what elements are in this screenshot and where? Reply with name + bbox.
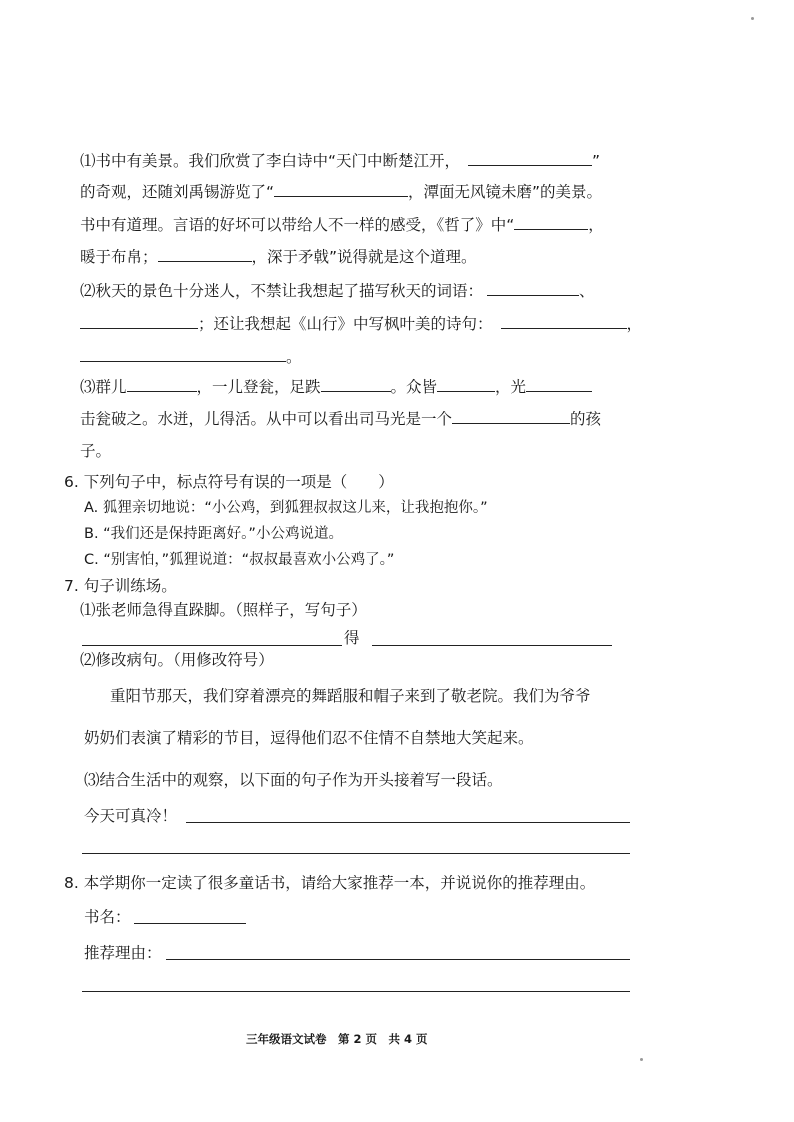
q7-s2-text2: 奶奶们表演了精彩的节目，逗得他们忍不住情不自禁地大笑起来。 [84,729,534,747]
q7-s2: ⑵修改病句。（用修改符号） [80,651,274,669]
answer-line[interactable] [166,959,630,960]
scan-speck [751,17,754,20]
q5-p1-line3: 书中有道理。言语的好坏可以带给人不一样的感受，《哲了》中“ ， [80,216,604,234]
q7-stem: 7. 句子训练场。 [64,577,177,595]
answer-blank[interactable] [437,376,495,392]
q5-p3-line2: 击瓮破之。水迸，儿得活。从中可以看出司马光是一个 的孩 [80,410,602,428]
scan-speck [640,1058,643,1061]
q6-option-a[interactable]: A. 狐狸亲切地说：“小公鸡，到狐狸叔叔这儿来，让我抱抱你。” [84,500,488,516]
answer-blank[interactable] [274,181,408,197]
q5-p2-line1: ⑵秋天的景色十分迷人，不禁让我想起了描写秋天的词语： 、 [80,282,595,300]
answer-blank[interactable] [526,376,592,392]
q7-s2-text1: 重阳节那天，我们穿着漂亮的舞蹈服和帽子来到了敬老院。我们为爷爷 [110,687,591,705]
book-title-line[interactable] [134,923,246,924]
q5-p1-line4: 暖于布帛； ，深于矛戟”说得就是这个道理。 [80,248,477,266]
answer-blank[interactable] [501,313,627,329]
answer-blank[interactable] [487,280,579,296]
q8-stem: 8. 本学期你一定读了很多童话书，请给大家推荐一本，并说说你的推荐理由。 [64,874,596,892]
q7-s1: ⑴张老师急得直跺脚。（照样子，写句子） [80,601,367,619]
q6-stem: 6. 下列句子中，标点符号有误的一项是（ ） [64,473,394,491]
answer-blank[interactable] [468,150,592,166]
answer-blank[interactable] [514,214,588,230]
answer-line[interactable] [82,991,630,992]
q5-p3-line3: 子。 [80,442,112,460]
answer-blank[interactable] [452,408,570,424]
q5-p1-line1: ⑴书中有美景。我们欣赏了李白诗中“天门中断楚江开， ” [80,152,601,170]
answer-blank[interactable] [127,376,197,392]
q5-p1-line2: 的奇观，还随刘禹锡游览了“ ，潭面无风镜未磨”的美景。 [80,183,603,201]
q7-s3-start: 今天可真冷！ [84,807,178,825]
q8-book-label: 书名： [84,908,131,926]
q5-p2-line2: ；还让我想起《山行》中写枫叶美的诗句： ， [80,313,642,334]
q6-option-c[interactable]: C. “别害怕，”狐狸说道：“叔叔最喜欢小公鸡了。” [84,552,395,568]
answer-blank[interactable] [80,313,198,329]
q8-reason-label: 推荐理由： [84,944,162,962]
answer-line[interactable] [372,645,612,646]
answer-blank[interactable] [321,376,391,392]
q7-s1-de: 得 [344,629,360,647]
answer-blank[interactable] [80,346,286,362]
answer-blank[interactable] [158,246,252,262]
q5-p2-line3: 。 [80,346,302,367]
answer-line[interactable] [82,853,630,854]
q5-p3-line1: ⑶群儿 ，一儿登瓮，足跌 。众皆 ，光 [80,376,592,397]
answer-line[interactable] [82,645,342,646]
q6-option-b[interactable]: B. “我们还是保持距离好。”小公鸡说道。 [84,526,343,542]
answer-line[interactable] [186,822,630,823]
page-footer: 三年级语文试卷 第 2 页 共 4 页 [246,1032,428,1046]
q7-s3: ⑶结合生活中的观察，以下面的句子作为开头接着写一段话。 [84,771,503,789]
